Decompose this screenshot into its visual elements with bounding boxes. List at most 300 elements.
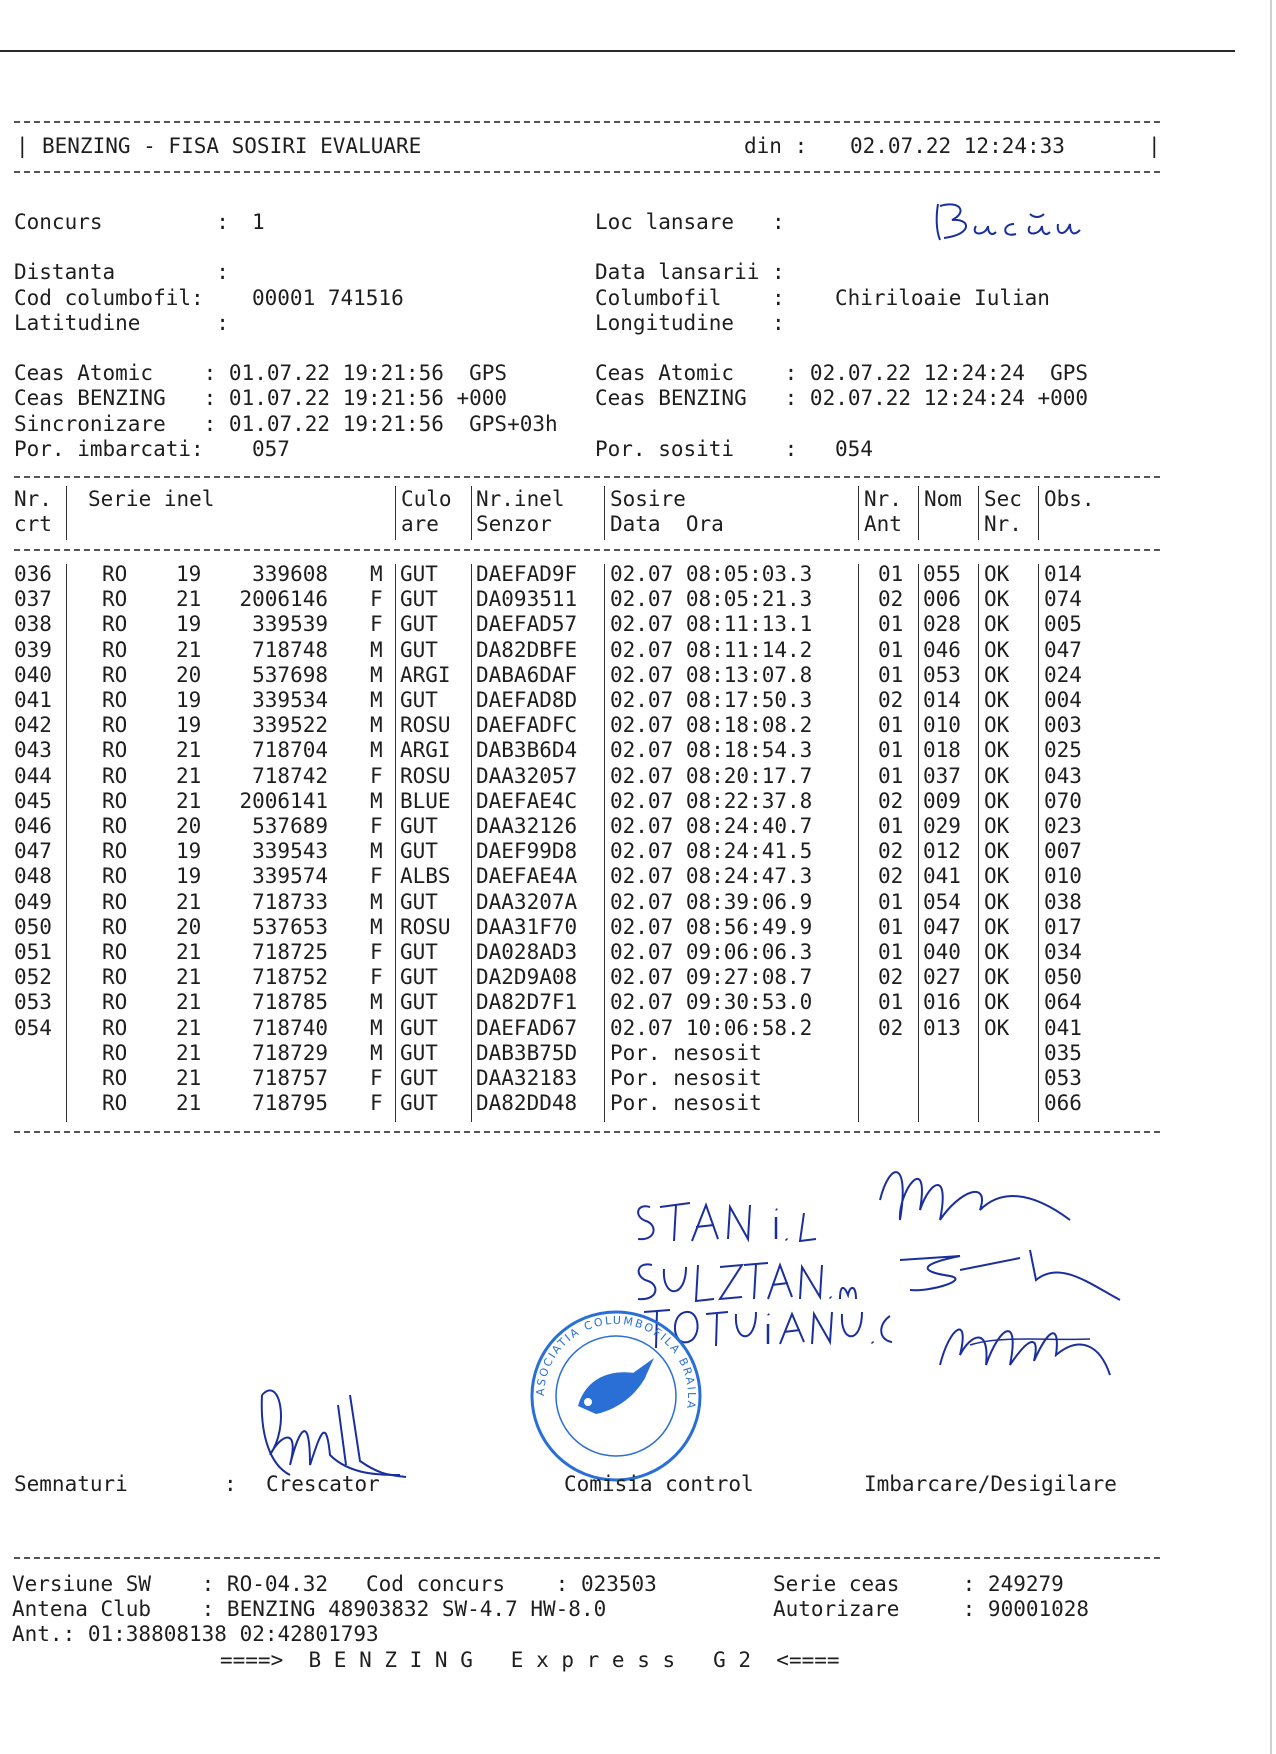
- sincronizare-line: Sincronizare : 01.07.22 19:21:56 GPS+03h: [14, 412, 558, 436]
- cell-ant: 02: [878, 1015, 904, 1040]
- cell-ant: 01: [878, 662, 904, 687]
- cell-an: 21: [176, 990, 202, 1015]
- cell-sex: M: [370, 839, 383, 864]
- cell-sex: M: [370, 1015, 383, 1040]
- document-title: BENZING - FISA SOSIRI EVALUARE: [42, 134, 422, 158]
- cell-nom: 013: [923, 1015, 961, 1040]
- concurs-value: 1: [252, 210, 265, 234]
- scan-edge-line: [1270, 0, 1272, 1754]
- cell-sosire: 02.07 08:39:06.9: [610, 889, 813, 914]
- table-dash-header: [14, 549, 1160, 551]
- cell-an: 21: [176, 763, 202, 788]
- cell-nr-inel: 339539: [252, 612, 328, 637]
- cell-ant: 01: [878, 562, 904, 586]
- cell-nom: 055: [923, 562, 961, 586]
- cell-culoare: GUT: [400, 612, 438, 637]
- header-right-bar: |: [1148, 134, 1161, 158]
- cell-senzor: DAEF99D8: [476, 839, 578, 864]
- th-nr: Nr.: [14, 487, 52, 511]
- cell-sosire: 02.07 08:17:50.3: [610, 688, 813, 712]
- cell-an: 19: [176, 839, 202, 864]
- cell-sex: M: [370, 688, 383, 712]
- cell-senzor: DAEFAE4C: [476, 788, 578, 813]
- cell-ant: 01: [878, 990, 904, 1015]
- cell-tara: RO: [102, 990, 128, 1015]
- cell-nr-inel: 2006146: [239, 587, 328, 612]
- cell-ant: 01: [878, 612, 904, 637]
- cell-sosire: 02.07 09:30:53.0: [610, 990, 813, 1015]
- cell-nr-inel: 537698: [252, 662, 328, 687]
- cell-sec: OK: [984, 965, 1010, 990]
- cell-senzor: DA82DD48: [476, 1091, 578, 1116]
- cell-ant: 02: [878, 587, 904, 612]
- cell-nom: 012: [923, 839, 961, 864]
- cell-crt: 052: [14, 965, 52, 990]
- cell-crt: 042: [14, 713, 52, 738]
- cell-an: 19: [176, 864, 202, 889]
- cell-sex: F: [370, 965, 383, 990]
- cell-ant: 02: [878, 839, 904, 864]
- cell-sosire: 02.07 08:56:49.9: [610, 914, 813, 939]
- cell-obs: 038: [1044, 889, 1082, 914]
- cell-sosire: Por. nesosit: [610, 1066, 762, 1090]
- footer-brand: ====> B E N Z I N G E x p r e s s G 2 <====: [220, 1648, 840, 1672]
- cell-crt: 047: [14, 839, 52, 864]
- cell-an: 19: [176, 562, 202, 586]
- cell-sosire: 02.07 08:11:13.1: [610, 612, 813, 637]
- cell-sex: M: [370, 662, 383, 687]
- th-ant: Ant: [864, 512, 902, 536]
- cell-nr-inel: 718748: [252, 637, 328, 662]
- cell-tara: RO: [102, 662, 128, 687]
- cell-tara: RO: [102, 637, 128, 662]
- cell-nr-inel: 718742: [252, 763, 328, 788]
- cell-nr-inel: 339608: [252, 562, 328, 586]
- cell-an: 20: [176, 814, 202, 838]
- cell-culoare: GUT: [400, 1066, 438, 1090]
- por-imbarcati-label: Por. imbarcati:: [14, 437, 204, 461]
- th-obs: Obs.: [1044, 487, 1095, 511]
- cell-obs: 007: [1044, 839, 1082, 864]
- cell-tara: RO: [102, 814, 128, 838]
- col-rule-4: [604, 564, 605, 1122]
- cell-nom: 040: [923, 940, 961, 964]
- cell-nom: 041: [923, 864, 961, 889]
- cell-sex: F: [370, 1066, 383, 1090]
- cell-sec: OK: [984, 1015, 1010, 1040]
- cell-sosire: Por. nesosit: [610, 1040, 762, 1065]
- col-rule-3h: [471, 486, 472, 540]
- cell-sosire: 02.07 09:27:08.7: [610, 965, 813, 990]
- cell-sex: F: [370, 940, 383, 964]
- cell-obs: 035: [1044, 1040, 1082, 1065]
- cell-nom: 046: [923, 637, 961, 662]
- cell-culoare: ROSU: [400, 763, 451, 788]
- cell-sosire: 02.07 08:05:03.3: [610, 562, 813, 586]
- cell-culoare: ROSU: [400, 713, 451, 738]
- th-culoare: are: [401, 512, 439, 536]
- cell-culoare: GUT: [400, 889, 438, 914]
- distanta-label: Distanta :: [14, 260, 229, 284]
- cell-sec: OK: [984, 763, 1010, 788]
- cell-tara: RO: [102, 1066, 128, 1090]
- cell-nr-inel: 718795: [252, 1091, 328, 1116]
- cell-senzor: DAEFAE4A: [476, 864, 578, 889]
- footer-autorizare: Autorizare : 90001028: [773, 1597, 1090, 1621]
- cell-sosire: 02.07 08:18:08.2: [610, 713, 813, 738]
- cell-sec: OK: [984, 662, 1010, 687]
- por-sositi-value: 054: [835, 437, 873, 461]
- cell-tara: RO: [102, 889, 128, 914]
- cell-senzor: DAA3207A: [476, 889, 578, 914]
- cell-culoare: ARGI: [400, 738, 451, 763]
- cell-sosire: 02.07 08:18:54.3: [610, 738, 813, 763]
- cell-obs: 070: [1044, 788, 1082, 813]
- cell-crt: 049: [14, 889, 52, 914]
- ceas-benzing-left: Ceas BENZING : 01.07.22 19:21:56 +000: [14, 386, 508, 410]
- cell-culoare: BLUE: [400, 788, 451, 813]
- din-value: 02.07.22 12:24:33: [850, 134, 1065, 158]
- cell-sex: M: [370, 738, 383, 763]
- cell-sex: F: [370, 587, 383, 612]
- semnaturi-colon: :: [224, 1472, 237, 1496]
- cell-crt: 054: [14, 1015, 52, 1040]
- por-sositi-label: Por. sositi :: [595, 437, 798, 461]
- th-data-ora: Data Ora: [610, 512, 724, 536]
- cell-obs: 074: [1044, 587, 1082, 612]
- header-dash-top: [14, 121, 1160, 123]
- th-serie-inel: Serie inel: [88, 487, 215, 511]
- cell-obs: 025: [1044, 738, 1082, 763]
- cell-nr-inel: 339534: [252, 688, 328, 712]
- th-sec-nr: Nr.: [984, 512, 1022, 536]
- cell-sec: OK: [984, 637, 1010, 662]
- cell-senzor: DAEFAD67: [476, 1015, 578, 1040]
- cell-culoare: GUT: [400, 1015, 438, 1040]
- loc-lansare-label: Loc lansare :: [595, 210, 785, 234]
- cell-sex: M: [370, 914, 383, 939]
- cell-crt: 039: [14, 637, 52, 662]
- th-sosire: Sosire: [610, 487, 686, 511]
- cell-sec: OK: [984, 940, 1010, 964]
- cell-senzor: DA82DBFE: [476, 637, 578, 662]
- cell-obs: 066: [1044, 1091, 1082, 1116]
- cell-tara: RO: [102, 612, 128, 637]
- cell-culoare: GUT: [400, 940, 438, 964]
- club-stamp: [526, 1306, 706, 1491]
- cell-culoare: GUT: [400, 1040, 438, 1065]
- concurs-label: Concurs :: [14, 210, 229, 234]
- cell-sec: OK: [984, 914, 1010, 939]
- cell-crt: 053: [14, 990, 52, 1015]
- cell-nom: 053: [923, 662, 961, 687]
- cell-senzor: DAA32183: [476, 1066, 578, 1090]
- cell-sex: M: [370, 990, 383, 1015]
- cell-sec: OK: [984, 562, 1010, 586]
- cell-an: 21: [176, 637, 202, 662]
- cell-sex: M: [370, 713, 383, 738]
- cell-ant: 01: [878, 738, 904, 763]
- col-rule-7: [978, 564, 979, 1122]
- cell-sosire: 02.07 08:24:47.3: [610, 864, 813, 889]
- cell-nom: 037: [923, 763, 961, 788]
- cell-obs: 034: [1044, 940, 1082, 964]
- cell-crt: 050: [14, 914, 52, 939]
- cell-crt: 045: [14, 788, 52, 813]
- cell-nom: 006: [923, 587, 961, 612]
- cell-sex: F: [370, 612, 383, 637]
- signature-commission-1: [870, 1150, 1090, 1245]
- cell-senzor: DAA31F70: [476, 914, 578, 939]
- cell-sosire: 02.07 08:24:40.7: [610, 814, 813, 838]
- cell-senzor: DAEFAD9F: [476, 562, 578, 586]
- cell-sex: F: [370, 763, 383, 788]
- cell-culoare: GUT: [400, 562, 438, 586]
- stamp-ring-text: ASOCIATIA COLUMBOFILA BRAILA: [533, 1313, 699, 1412]
- cell-an: 21: [176, 1040, 202, 1065]
- cell-crt: 044: [14, 763, 52, 788]
- cell-an: 21: [176, 788, 202, 813]
- cell-senzor: DA028AD3: [476, 940, 578, 964]
- cell-culoare: GUT: [400, 839, 438, 864]
- handwritten-name-1: [630, 1195, 830, 1260]
- footer-antena: Antena Club : BENZING 48903832 SW-4.7 HW-8.0: [12, 1597, 607, 1621]
- cell-an: 21: [176, 1015, 202, 1040]
- cell-crt: 040: [14, 662, 52, 687]
- cell-culoare: ALBS: [400, 864, 451, 889]
- cell-sosire: 02.07 10:06:58.2: [610, 1015, 813, 1040]
- footer-ant: Ant.: 01:38808138 02:42801793: [12, 1622, 379, 1646]
- cod-columbofil-value: 00001 741516: [252, 286, 404, 310]
- cell-an: 21: [176, 1091, 202, 1116]
- longitudine-label: Longitudine :: [595, 311, 785, 335]
- cell-obs: 017: [1044, 914, 1082, 939]
- cell-nr-inel: 339543: [252, 839, 328, 864]
- cell-senzor: DA82D7F1: [476, 990, 578, 1015]
- table-dash-bottom: [14, 1131, 1160, 1133]
- cell-sex: M: [370, 1040, 383, 1065]
- cell-culoare: ROSU: [400, 914, 451, 939]
- cell-sosire: Por. nesosit: [610, 1091, 762, 1116]
- cell-nr-inel: 537653: [252, 914, 328, 939]
- cell-senzor: DAA32057: [476, 763, 578, 788]
- cell-sosire: 02.07 08:13:07.8: [610, 662, 813, 687]
- th-senzor: Senzor: [476, 512, 552, 536]
- cell-nr-inel: 718785: [252, 990, 328, 1015]
- cell-nr-inel: 537689: [252, 814, 328, 838]
- cell-nom: 054: [923, 889, 961, 914]
- cell-tara: RO: [102, 562, 128, 586]
- cell-crt: 046: [14, 814, 52, 838]
- footer-serie-ceas: Serie ceas : 249279: [773, 1572, 1064, 1596]
- cell-ant: 01: [878, 914, 904, 939]
- cell-sec: OK: [984, 814, 1010, 838]
- cell-nr-inel: 718752: [252, 965, 328, 990]
- cell-crt: 048: [14, 864, 52, 889]
- ceas-atomic-right: Ceas Atomic : 02.07.22 12:24:24 GPS: [595, 361, 1089, 385]
- cell-sec: OK: [984, 713, 1010, 738]
- cell-ant: 01: [878, 713, 904, 738]
- cell-sex: F: [370, 864, 383, 889]
- cell-an: 21: [176, 738, 202, 763]
- col-rule-8: [1038, 564, 1039, 1122]
- cell-nr-inel: 718725: [252, 940, 328, 964]
- cell-sosire: 02.07 09:06:06.3: [610, 940, 813, 964]
- din-label: din :: [744, 134, 808, 158]
- columbofil-label: Columbofil :: [595, 286, 785, 310]
- cell-tara: RO: [102, 788, 128, 813]
- cell-obs: 003: [1044, 713, 1082, 738]
- cell-crt: 037: [14, 587, 52, 612]
- cod-columbofil-label: Cod columbofil:: [14, 286, 204, 310]
- cell-crt: 038: [14, 612, 52, 637]
- comisia-label: Comisia control: [564, 1472, 754, 1496]
- th-nr-ant: Nr.: [864, 487, 902, 511]
- cell-culoare: ARGI: [400, 662, 451, 687]
- cell-nom: 009: [923, 788, 961, 813]
- cell-nr-inel: 718733: [252, 889, 328, 914]
- cell-ant: 01: [878, 763, 904, 788]
- header-dash-bottom: [14, 171, 1160, 173]
- cell-nr-inel: 718757: [252, 1066, 328, 1090]
- cell-sec: OK: [984, 864, 1010, 889]
- cell-sec: OK: [984, 612, 1010, 637]
- cell-sec: OK: [984, 587, 1010, 612]
- cell-obs: 005: [1044, 612, 1082, 637]
- cell-culoare: GUT: [400, 814, 438, 838]
- cell-nom: 028: [923, 612, 961, 637]
- cell-an: 21: [176, 587, 202, 612]
- cell-tara: RO: [102, 738, 128, 763]
- cell-ant: 01: [878, 814, 904, 838]
- cell-tara: RO: [102, 587, 128, 612]
- cell-obs: 047: [1044, 637, 1082, 662]
- cell-sex: F: [370, 1091, 383, 1116]
- cell-ant: 02: [878, 788, 904, 813]
- cell-sex: M: [370, 889, 383, 914]
- signature-commission-3: [930, 1295, 1130, 1390]
- cell-sec: OK: [984, 889, 1010, 914]
- cell-sec: OK: [984, 990, 1010, 1015]
- cell-an: 21: [176, 965, 202, 990]
- cell-sec: OK: [984, 839, 1010, 864]
- cell-nom: 047: [923, 914, 961, 939]
- por-imbarcati-value: 057: [252, 437, 290, 461]
- cell-ant: 01: [878, 637, 904, 662]
- cell-crt: 043: [14, 738, 52, 763]
- cell-nr-inel: 718704: [252, 738, 328, 763]
- ceas-atomic-left: Ceas Atomic : 01.07.22 19:21:56 GPS: [14, 361, 508, 385]
- cell-ant: 02: [878, 688, 904, 712]
- cell-culoare: GUT: [400, 637, 438, 662]
- cell-sosire: 02.07 08:11:14.2: [610, 637, 813, 662]
- cell-sosire: 02.07 08:05:21.3: [610, 587, 813, 612]
- cell-nom: 014: [923, 688, 961, 712]
- cell-crt: 036: [14, 562, 52, 586]
- cell-tara: RO: [102, 688, 128, 712]
- table-dash-top: [14, 476, 1160, 478]
- col-rule-5: [858, 564, 859, 1122]
- cell-nr-inel: 339574: [252, 864, 328, 889]
- latitudine-label: Latitudine :: [14, 311, 229, 335]
- cell-crt: 051: [14, 940, 52, 964]
- cell-culoare: GUT: [400, 587, 438, 612]
- cell-obs: 023: [1044, 814, 1082, 838]
- cell-nr-inel: 2006141: [239, 788, 328, 813]
- col-rule-2h: [395, 486, 396, 540]
- col-rule-8h: [1038, 486, 1039, 540]
- cell-obs: 043: [1044, 763, 1082, 788]
- col-rule-6h: [918, 486, 919, 540]
- cell-obs: 041: [1044, 1015, 1082, 1040]
- cell-senzor: DAEFAD8D: [476, 688, 578, 712]
- cell-culoare: GUT: [400, 990, 438, 1015]
- cell-senzor: DAB3B75D: [476, 1040, 578, 1065]
- cell-tara: RO: [102, 1015, 128, 1040]
- footer-dash: [14, 1557, 1160, 1559]
- cell-nom: 029: [923, 814, 961, 838]
- cell-sex: M: [370, 637, 383, 662]
- cell-an: 21: [176, 940, 202, 964]
- data-lansarii-label: Data lansarii :: [595, 260, 785, 284]
- cell-culoare: GUT: [400, 688, 438, 712]
- cell-nr-inel: 339522: [252, 713, 328, 738]
- cell-tara: RO: [102, 940, 128, 964]
- semnaturi-label: Semnaturi: [14, 1472, 128, 1496]
- cell-obs: 004: [1044, 688, 1082, 712]
- th-nom: Nom: [924, 487, 962, 511]
- th-culo: Culo: [401, 487, 452, 511]
- col-rule-6: [918, 564, 919, 1122]
- col-rule-1: [66, 564, 67, 1122]
- cell-nom: 027: [923, 965, 961, 990]
- cell-an: 20: [176, 662, 202, 687]
- cell-an: 21: [176, 1066, 202, 1090]
- cell-tara: RO: [102, 864, 128, 889]
- col-rule-3: [471, 564, 472, 1122]
- th-crt: crt: [14, 512, 52, 536]
- footer-versiune: Versiune SW : RO-04.32 Cod concurs : 023503: [12, 1572, 657, 1596]
- cell-nr-inel: 718740: [252, 1015, 328, 1040]
- cell-obs: 010: [1044, 864, 1082, 889]
- cell-an: 20: [176, 914, 202, 939]
- cell-senzor: DA2D9A08: [476, 965, 578, 990]
- cell-ant: 02: [878, 864, 904, 889]
- cell-sec: OK: [984, 788, 1010, 813]
- cell-obs: 014: [1044, 562, 1082, 586]
- col-rule-7h: [978, 486, 979, 540]
- cell-tara: RO: [102, 1040, 128, 1065]
- cell-sosire: 02.07 08:24:41.5: [610, 839, 813, 864]
- cell-an: 21: [176, 889, 202, 914]
- cell-an: 19: [176, 612, 202, 637]
- col-rule-4h: [604, 486, 605, 540]
- cell-sec: OK: [984, 738, 1010, 763]
- top-scan-rule: [0, 50, 1235, 52]
- cell-sosire: 02.07 08:20:17.7: [610, 763, 813, 788]
- cell-obs: 024: [1044, 662, 1082, 687]
- columbofil-value: Chiriloaie Iulian: [835, 286, 1050, 310]
- cell-senzor: DAA32126: [476, 814, 578, 838]
- col-rule-1h: [66, 486, 67, 540]
- cell-senzor: DABA6DAF: [476, 662, 578, 687]
- cell-nom: 018: [923, 738, 961, 763]
- cell-senzor: DAB3B6D4: [476, 738, 578, 763]
- cell-ant: 02: [878, 965, 904, 990]
- cell-an: 19: [176, 688, 202, 712]
- col-rule-2: [395, 564, 396, 1122]
- cell-sosire: 02.07 08:22:37.8: [610, 788, 813, 813]
